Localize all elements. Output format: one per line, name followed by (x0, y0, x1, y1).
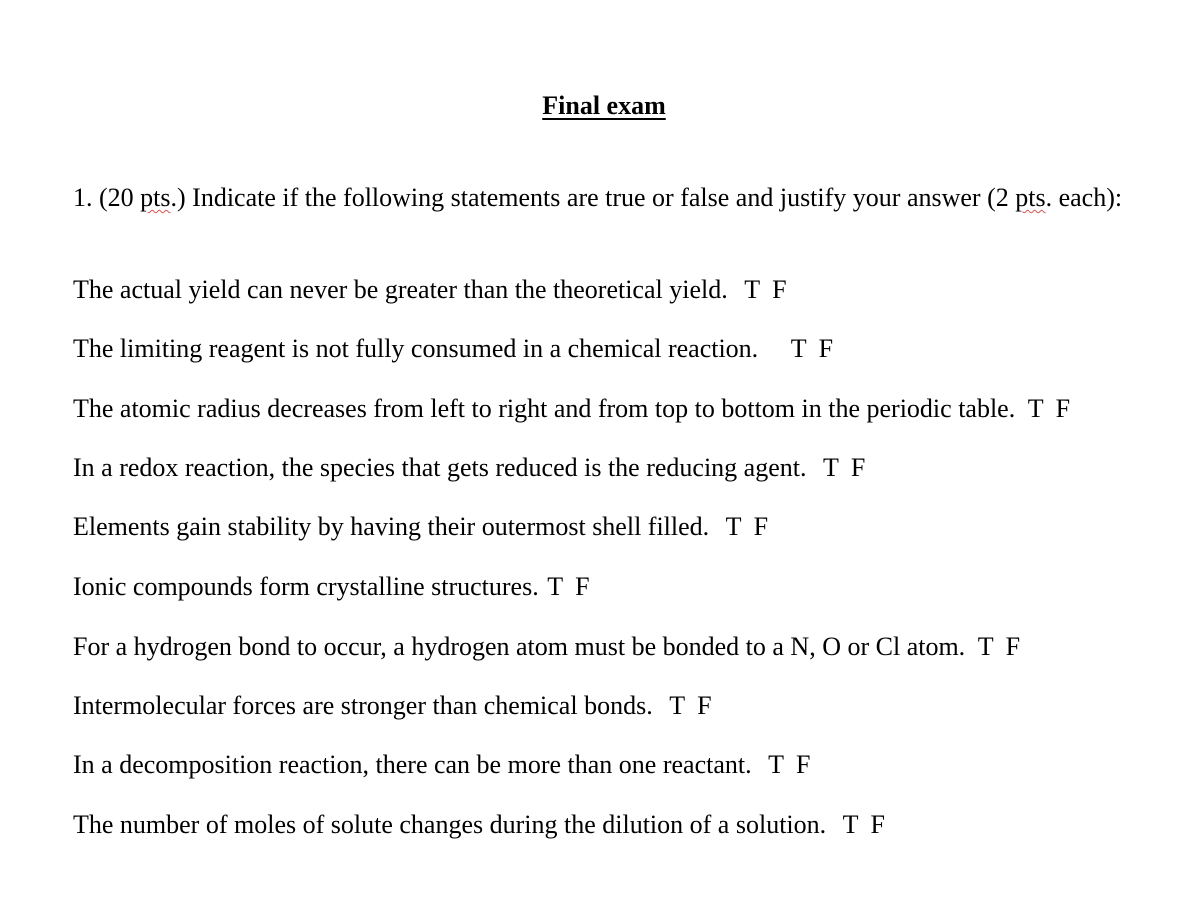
true-option[interactable]: T (669, 691, 686, 720)
question-1-prompt (73, 180, 1153, 215)
false-option[interactable]: F (870, 810, 885, 839)
statement-text: Intermolecular forces are stronger than chemical bonds. (73, 691, 653, 720)
statement-text: The actual yield can never be greater than the theoretical yield. (73, 275, 728, 304)
false-option[interactable]: F (575, 572, 590, 601)
statement-10 (73, 810, 885, 840)
true-option[interactable]: T (842, 810, 859, 839)
statement-text: Elements gain stability by having their outermost shell filled. (73, 512, 710, 541)
question-instructions: .) Indicate if the following statements are true or false and justify your answer (2 (170, 183, 1009, 212)
false-option[interactable]: F (1055, 394, 1071, 423)
statement-text: In a decomposition reaction, there can be more than one reactant. (73, 750, 752, 779)
question-number: 1. (73, 183, 93, 212)
statement-2 (73, 334, 833, 364)
false-option[interactable]: F (753, 512, 769, 541)
false-option[interactable]: F (850, 453, 866, 482)
true-option[interactable]: T (977, 632, 994, 661)
statement-4 (73, 453, 865, 483)
statement-8 (73, 691, 712, 721)
pts-abbreviation: pts (140, 183, 171, 212)
true-option[interactable]: T (744, 275, 761, 304)
false-option[interactable]: F (818, 334, 834, 363)
question-points: (20 (99, 183, 134, 212)
false-option[interactable]: F (697, 691, 712, 720)
true-option[interactable]: T (1027, 394, 1044, 423)
statement-6 (73, 572, 590, 602)
false-option[interactable]: F (772, 275, 787, 304)
statement-text: Ionic compounds form crystalline structures. (73, 572, 539, 601)
question-instructions-end: . each): (1045, 183, 1123, 212)
pts-abbreviation: pts (1015, 183, 1046, 212)
true-option[interactable]: T (725, 512, 742, 541)
statement-text: The atomic radius decreases from left to right and from top to bottom in the periodic table. (73, 394, 1016, 423)
statement-9 (73, 750, 810, 780)
true-option[interactable]: T (547, 572, 564, 601)
statement-text: In a redox reaction, the species that gets reduced is the reducing agent. (73, 453, 807, 482)
statement-5 (73, 512, 768, 542)
true-option[interactable]: T (822, 453, 839, 482)
true-option[interactable]: T (790, 334, 807, 363)
false-option[interactable]: F (795, 750, 811, 779)
statement-3 (73, 394, 1070, 424)
statement-text: For a hydrogen bond to occur, a hydrogen atom must be bonded to a N, O or Cl atom. (73, 632, 966, 661)
exam-title: Final exam (542, 91, 666, 120)
true-option[interactable]: T (768, 750, 784, 779)
false-option[interactable]: F (1005, 632, 1021, 661)
statement-text: The number of moles of solute changes during the dilution of a solution. (73, 810, 827, 839)
statement-text: The limiting reagent is not fully consumed in a chemical reaction. (73, 334, 759, 363)
statement-1 (73, 275, 787, 305)
statement-7 (73, 632, 1020, 662)
